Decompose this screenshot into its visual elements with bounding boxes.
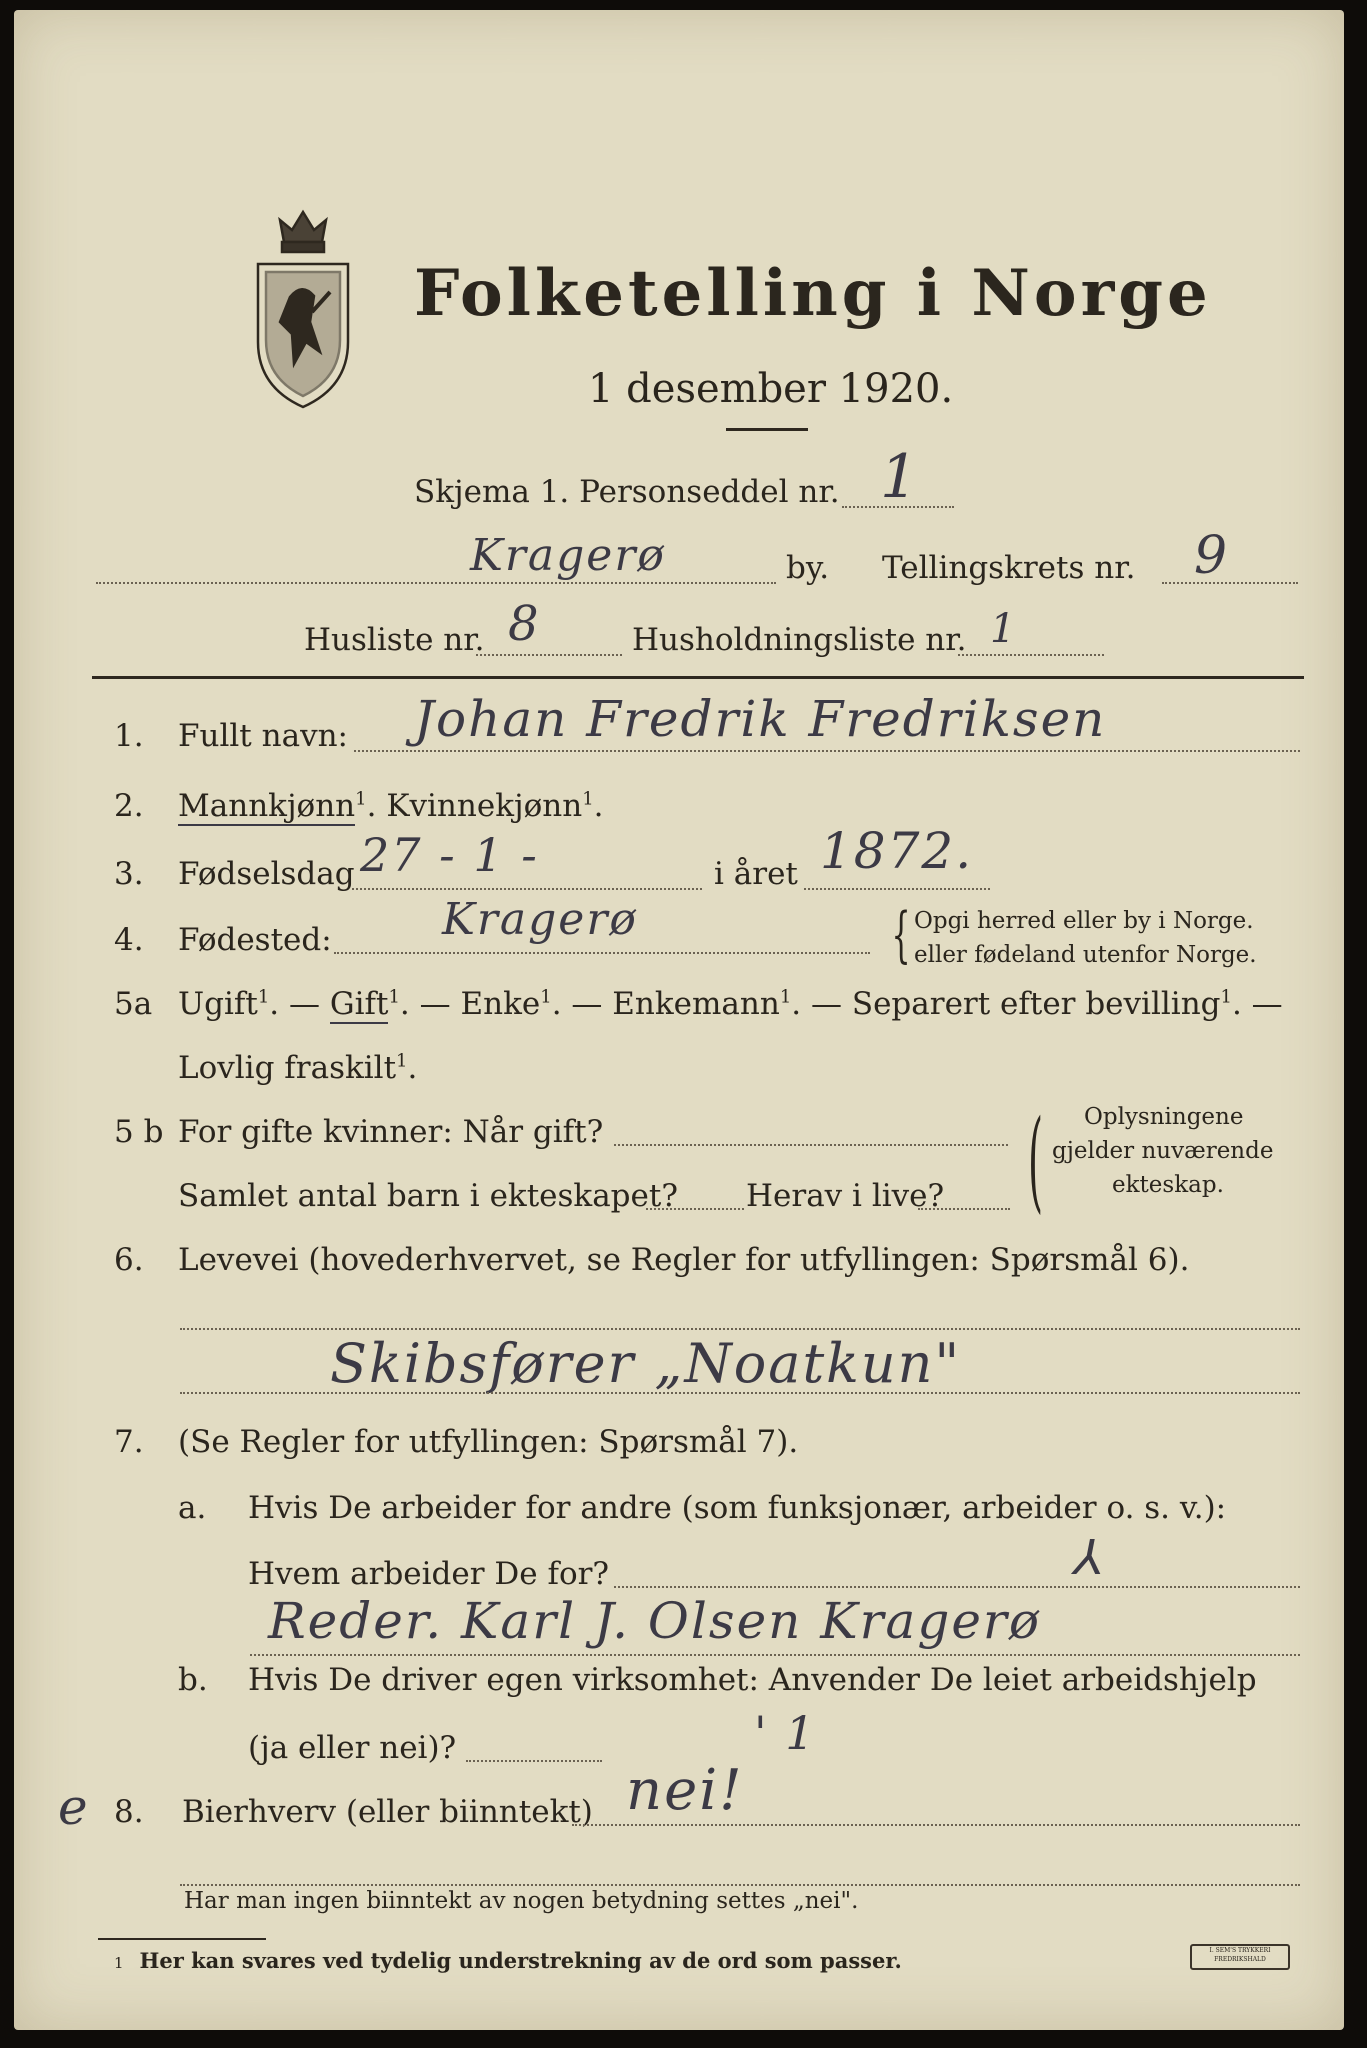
q5a-enkemann: Enkemann [612,986,780,1022]
q3-year-value: 1872. [820,822,974,880]
q7b-label: Hvis De driver egen virksomhet: Anvender De leiet arbeidshjelp [248,1662,1257,1698]
title-divider [726,428,808,431]
q8-value: nei! [626,1758,744,1823]
schema-label: Skjema 1. Personseddel nr. [414,474,840,510]
tellingskrets-line [1162,582,1298,584]
q5a-fraskilt-line: Lovlig fraskilt$^1$. [178,1050,418,1086]
q5b-line [614,1144,1008,1146]
by-label: by. [786,550,830,586]
q5b-label-2: Samlet antal barn i ekteskapet? [178,1178,678,1214]
q7a-letter: a. [178,1490,207,1526]
q8-line [572,1824,1300,1826]
q6-line [180,1328,1300,1330]
q7b-letter: b. [178,1662,208,1698]
tellingskrets-nr-value: 9 [1194,526,1230,586]
q3-label: Fødselsdag [178,856,355,892]
q7b-value: ' 1 [754,1706,817,1760]
q4-brace: { [891,900,911,970]
q5a-number: 5a [114,986,153,1022]
q5a-options: Ugift$^1$. — Gift$^1$. — Enke$^1$. — Enkemann$^1$. — Separert efter bevilling$^1$. — [178,986,1283,1022]
footnote [114,1948,902,1973]
header-divider [92,676,1304,679]
q4-line [334,952,870,954]
q5b-brace: ( [1027,1096,1043,1224]
q6-value: Skibsfører „Noatkun" [330,1332,962,1395]
q5a-ugift: Ugift [178,986,258,1022]
husliste-nr-value: 8 [508,596,541,652]
q5a-enke: Enke [460,986,541,1022]
q4-label: Fødested: [178,922,332,958]
q4-value: Kragerø [442,894,638,945]
census-date: 1 desember 1920. [588,366,954,412]
husliste-label: Husliste nr. [304,622,485,658]
q6-number: 6. [114,1242,144,1278]
q2-options: Mannkjønn$^1$. Kvinnekjønn$^1$. [178,788,604,824]
q2-mannkjonn: Mannkjønn [178,788,356,824]
q1-number: 1. [114,718,144,754]
personseddel-nr-value: 1 [880,442,921,512]
husholdning-nr-value: 1 [990,606,1018,652]
q1-value: Johan Fredrik Fredriksen [414,690,1107,748]
q2-number: 2. [114,788,144,824]
footnote-divider [98,1938,266,1940]
q5a-separert: Separert efter bevilling [851,986,1221,1022]
q3-line [352,888,702,890]
q6-label: Levevei (hovederhvervet, se Regler for utfyllingen: Spørsmål 6). [178,1242,1190,1278]
tellingskrets-label: Tellingskrets nr. [882,550,1136,586]
q7-label: (Se Regler for utfyllingen: Spørsmål 7). [178,1424,799,1460]
printer-stamp: I. SEM'S TRYKKERI FREDRIKSHALD [1190,1944,1290,1970]
q4-note-1: Opgi herred eller by i Norge. [914,908,1254,934]
norwegian-coat-of-arms-icon [250,202,356,412]
q7a-value-1: ⅄ [1074,1530,1106,1586]
q1-line [354,750,1300,752]
husholdning-line [958,654,1104,656]
q7a-label: Hvis De arbeider for andre (som funksjonær, arbeider o. s. v.): [248,1490,1227,1526]
q7b-label-2: (ja eller nei)? [248,1730,457,1766]
q5b-note-2: gjelder nuværende [1052,1138,1274,1164]
q8-line-2 [180,1884,1300,1886]
q5b-label: For gifte kvinner: Når gift? [178,1114,604,1150]
q2-kvinnekjonn: Kvinnekjønn [386,788,583,824]
husliste-line [476,654,622,656]
q6-line-2 [180,1392,1300,1394]
q5b-note-3: ekteskap. [1112,1172,1224,1198]
form-title: Folketelling i Norge [414,256,1212,331]
q5a-fraskilt: Lovlig fraskilt [178,1050,397,1086]
q3-year-line [804,888,990,890]
q4-number: 4. [114,922,144,958]
q5a-gift: Gift [329,986,389,1022]
q7a-value-2: Reder. Karl J. Olsen Kragerø [268,1592,1041,1650]
q3-number: 3. [114,856,144,892]
footnote-text: Her kan svares ved tydelig understrekning av de ord som passer. [139,1948,902,1973]
q5b-label-3: Herav i live? [746,1178,945,1214]
q7b-line [466,1760,602,1762]
husholdning-label: Husholdningsliste nr. [632,622,967,658]
q5b-line-3 [918,1208,1010,1210]
q5b-number: 5 b [114,1114,164,1150]
q1-label: Fullt navn: [178,718,348,754]
by-line [96,582,776,584]
q5b-note-1: Oplysningene [1084,1104,1244,1130]
q8-margin-mark: e [58,1778,90,1836]
q8-label: Bierhverv (eller biinntekt) [182,1794,593,1830]
q7a-line-2 [250,1654,1300,1656]
q4-note-2: eller fødeland utenfor Norge. [914,942,1257,968]
q5b-line-2 [646,1208,744,1210]
census-form [14,10,1344,2030]
q7-number: 7. [114,1424,144,1460]
footnote-mark: 1 [114,1954,124,1972]
q3-value: 27 - 1 - [360,828,539,882]
q7a-line [614,1586,1300,1588]
q7a-label-2: Hvem arbeider De for? [248,1556,610,1592]
q8-number: 8. [114,1794,144,1830]
q3-year-label: i året [714,856,798,892]
biinntekt-note: Har man ingen biinntekt av nogen betydning settes „nei". [184,1888,859,1914]
by-value: Kragerø [470,530,666,581]
